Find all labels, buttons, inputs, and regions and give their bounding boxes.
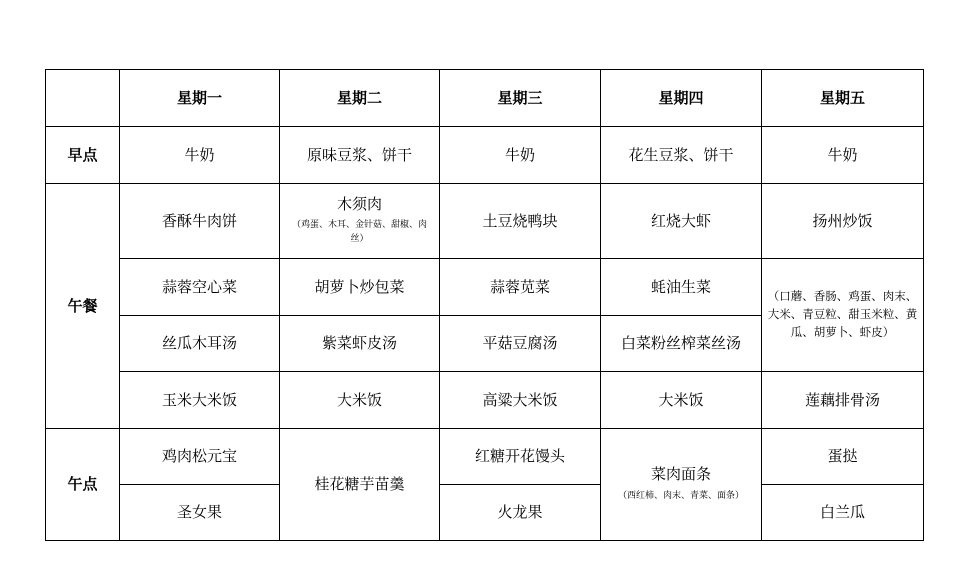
- header-row: [46, 70, 924, 127]
- lunch-wednesday-dish2: 蒜蓉苋菜: [440, 259, 601, 316]
- lunch-tuesday-dish1-note: （鸡蛋、木耳、金针菇、甜椒、肉丝）: [291, 220, 427, 245]
- snack-wednesday-item1: 红糖开花馒头: [440, 429, 601, 485]
- lunch-friday-dish1: 扬州炒饭: [762, 184, 924, 259]
- snack-row-1: [46, 429, 924, 485]
- breakfast-monday: 牛奶: [120, 127, 280, 184]
- lunch-friday-ingredients: [762, 259, 924, 372]
- lunch-tuesday-dish1: [280, 184, 440, 259]
- snack-monday-item2: 圣女果: [120, 485, 280, 541]
- snack-tuesday: 桂花糖芋苗羹: [280, 429, 440, 541]
- lunch-row-1: [46, 184, 924, 259]
- corner-cell: [46, 70, 120, 127]
- breakfast-row: [46, 127, 924, 184]
- lunch-row-2: [46, 259, 924, 316]
- header-monday: 星期一: [120, 70, 280, 127]
- snack-row-2: [46, 485, 924, 541]
- lunch-wednesday-dish1: 土豆烧鸭块: [440, 184, 601, 259]
- snack-thursday-dish: 菜肉面条: [650, 465, 711, 484]
- lunch-thursday-staple: 大米饭: [601, 372, 762, 429]
- lunch-row-4: [46, 372, 924, 429]
- lunch-monday-soup: 丝瓜木耳汤: [120, 316, 280, 372]
- lunch-friday-dish1-note: （口蘑、香肠、鸡蛋、肉末、大米、青豆粒、甜玉米粒、黄瓜、胡萝卜、虾皮）: [767, 289, 918, 339]
- breakfast-wednesday: 牛奶: [440, 127, 601, 184]
- lunch-thursday-dish2: 蚝油生菜: [601, 259, 762, 316]
- snack-friday-item2: 白兰瓜: [762, 485, 924, 541]
- lunch-monday-dish1: 香酥牛肉饼: [120, 184, 280, 259]
- lunch-tuesday-dish1-name: 木须肉: [336, 194, 382, 213]
- lunch-tuesday-staple: 大米饭: [280, 372, 440, 429]
- header-wednesday: 星期三: [440, 70, 601, 127]
- lunch-label: 午餐: [46, 184, 120, 429]
- header-friday: 星期五: [762, 70, 924, 127]
- lunch-thursday-dish1: 红烧大虾: [601, 184, 762, 259]
- lunch-thursday-soup: 白菜粉丝榨菜丝汤: [601, 316, 762, 372]
- breakfast-thursday: 花生豆浆、饼干: [601, 127, 762, 184]
- header-thursday: 星期四: [601, 70, 762, 127]
- snack-wednesday-item2: 火龙果: [440, 485, 601, 541]
- lunch-tuesday-dish2: 胡萝卜炒包菜: [280, 259, 440, 316]
- snack-thursday: [601, 429, 762, 541]
- lunch-monday-staple: 玉米大米饭: [120, 372, 280, 429]
- lunch-monday-dish2: 蒜蓉空心菜: [120, 259, 280, 316]
- header-tuesday: 星期二: [280, 70, 440, 127]
- breakfast-label: 早点: [46, 127, 120, 184]
- breakfast-tuesday: 原味豆浆、饼干: [280, 127, 440, 184]
- lunch-friday-soup: 莲藕排骨汤: [762, 372, 924, 429]
- snack-monday-item1: 鸡肉松元宝: [120, 429, 280, 485]
- snack-thursday-note: （西红柿、肉末、青菜、面条）: [617, 490, 744, 501]
- snack-friday-item1: 蛋挞: [762, 429, 924, 485]
- snack-label: 午点: [46, 429, 120, 541]
- breakfast-friday: 牛奶: [762, 127, 924, 184]
- lunch-tuesday-soup: 紫菜虾皮汤: [280, 316, 440, 372]
- weekly-menu-table: [45, 69, 924, 541]
- lunch-wednesday-soup: 平菇豆腐汤: [440, 316, 601, 372]
- lunch-wednesday-staple: 高粱大米饭: [440, 372, 601, 429]
